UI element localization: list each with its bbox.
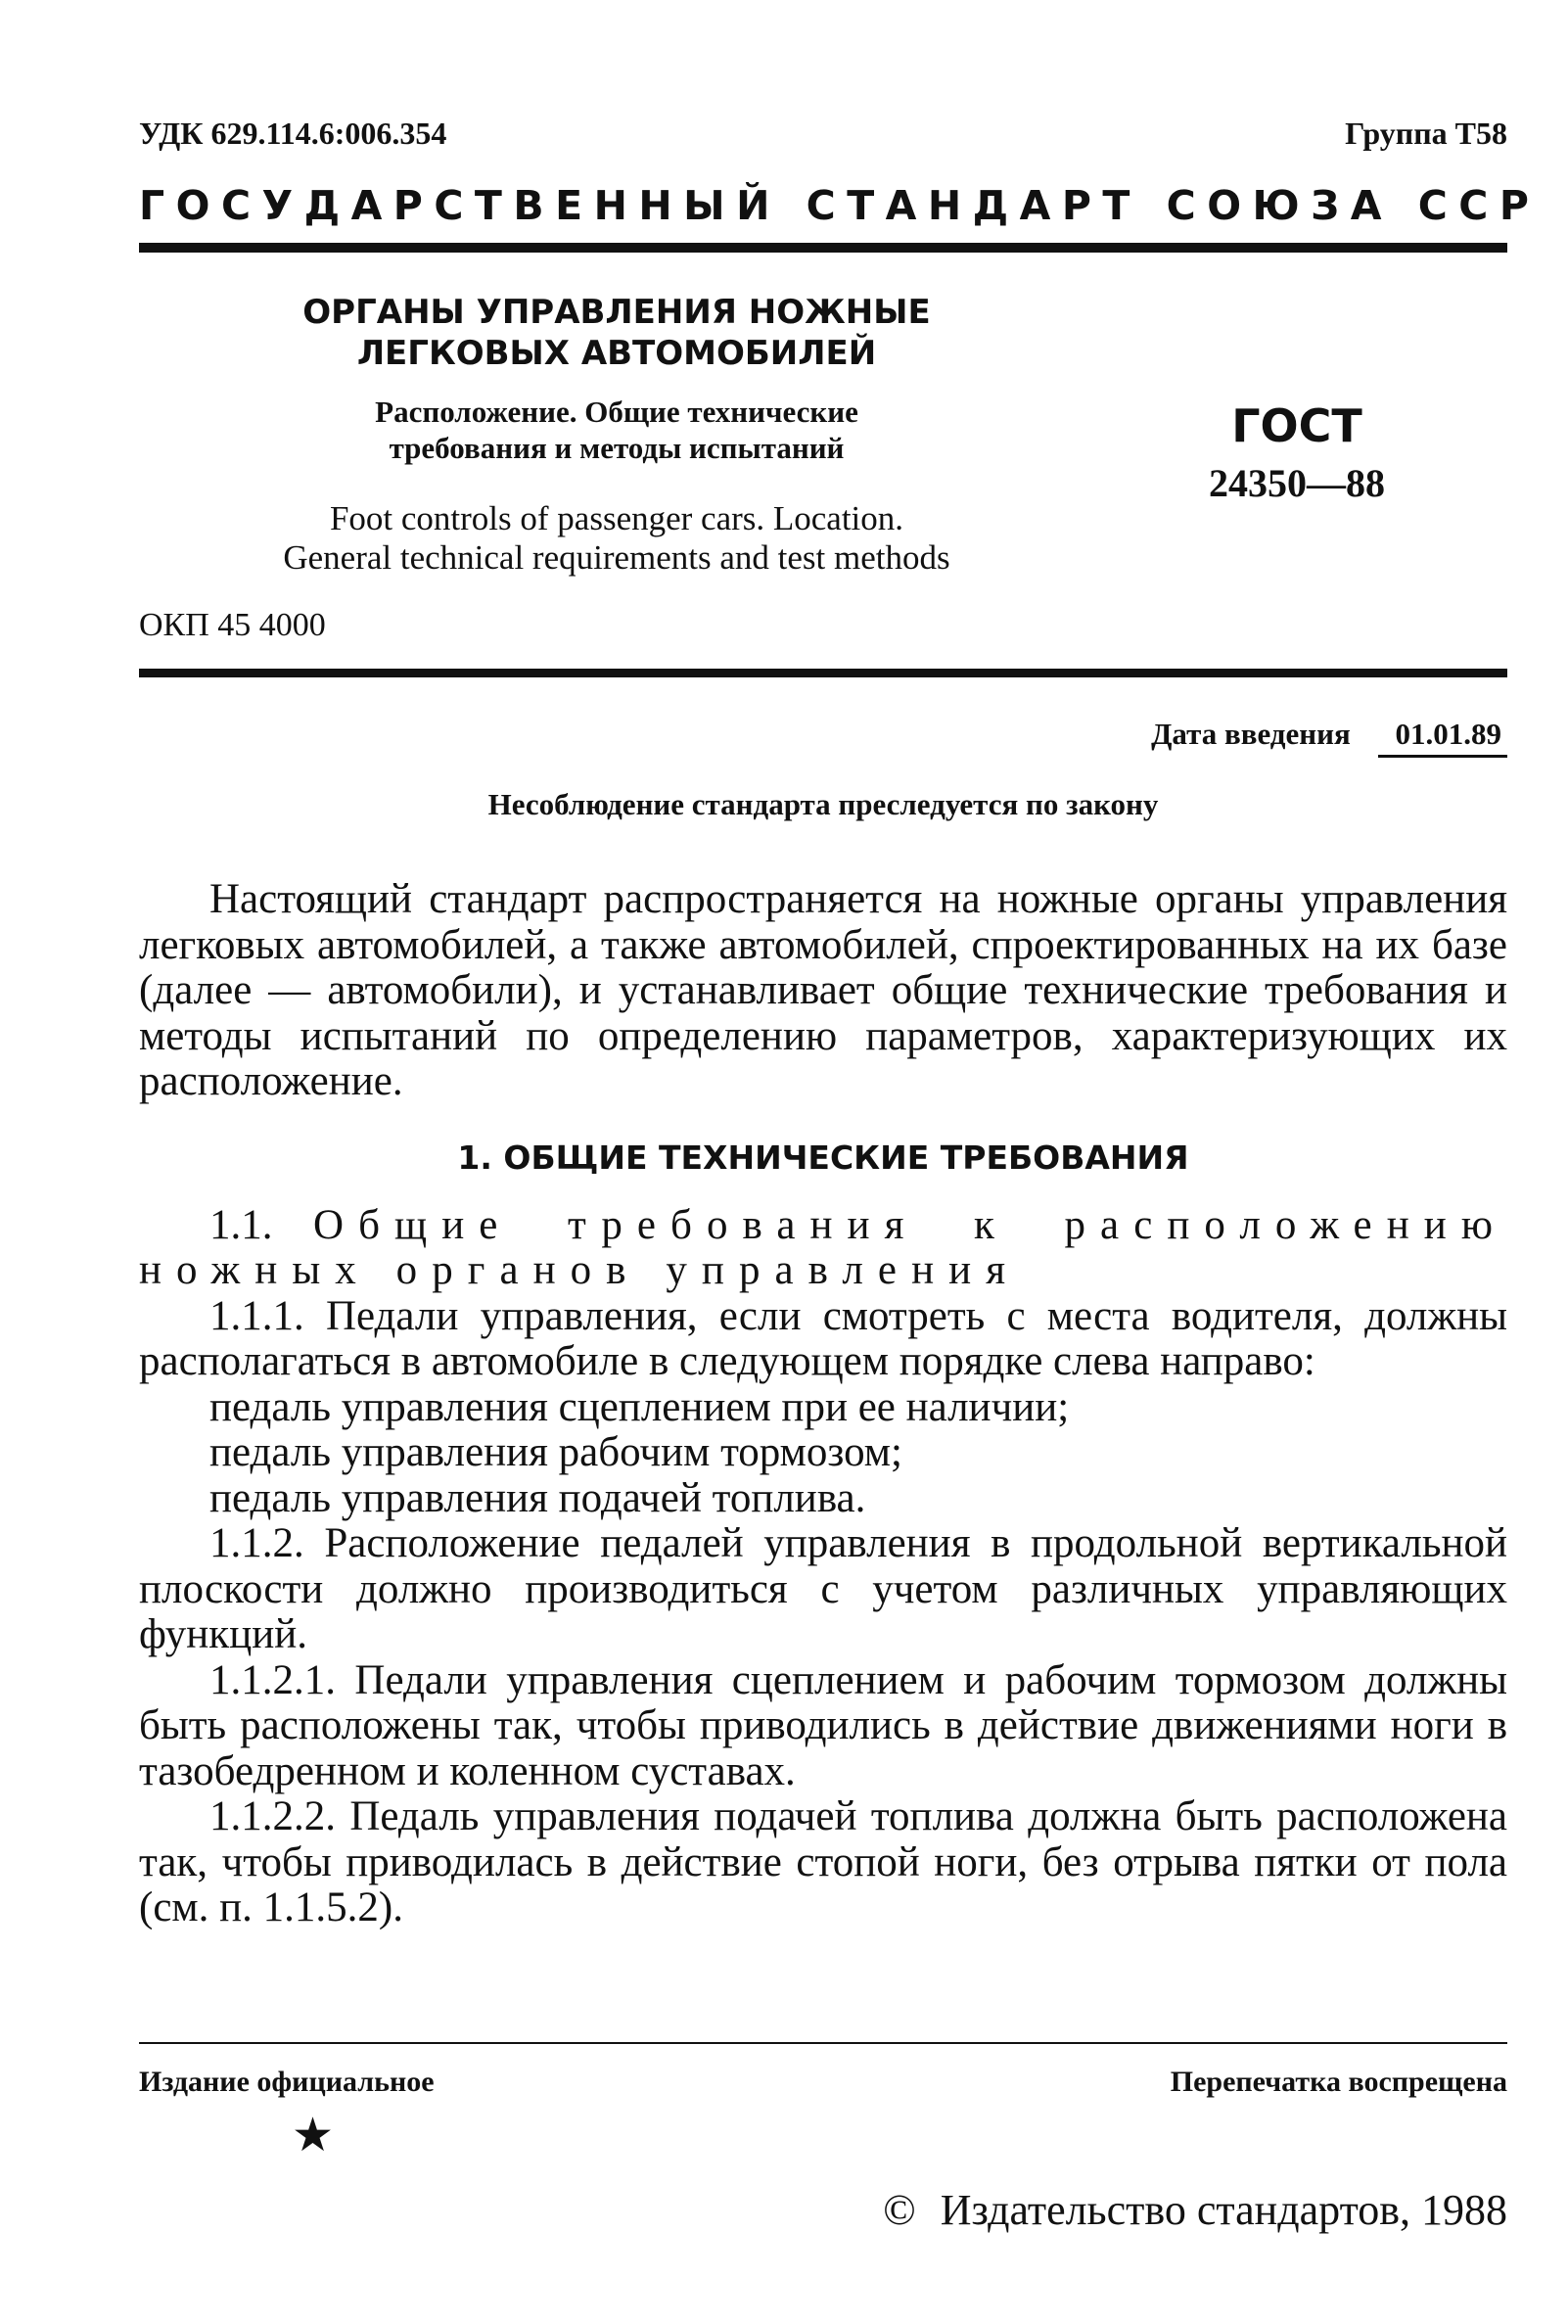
copyright-icon: © [883,2186,916,2234]
clause-1-1-2-1: 1.1.2.1. Педали управления сцеплением и рабочим тормозом должны быть расположены так, чтобы приводились в действие движениями ноги в тазобедренном и коленном суставах. [139,1656,1507,1794]
star-icon: ★ [292,2110,335,2161]
group-code: Группа Т58 [1345,116,1507,151]
copyright-text: Издательство стандартов, 1988 [940,2186,1507,2234]
date-value: 01.01.89 [1378,717,1508,758]
header-thick-rule [139,243,1507,253]
law-notice: Несоблюдение стандарта преследуется по закону [487,787,1159,821]
state-standard-banner: ГОСУДАРСТВЕННЫЙ СТАНДАРТ СОЮЗА ССР [139,182,1541,229]
udk-code: УДК 629.114.6:006.354 [139,116,447,151]
copyright-line [883,2185,1507,2235]
clause-1-1-2-2: 1.1.2.2. Педаль управления подачей топлива должна быть расположена так, чтобы приводилась в действие стопой ноги, без отрыва пятки от пола (см. п. 1.1.5.2). [139,1793,1507,1930]
subtitle-line-2: требования и методы испытаний [389,431,845,465]
clause-1-1-number: 1.1. [209,1201,273,1248]
english-title-line-1: Foot controls of passenger cars. Location. [329,499,904,537]
subtitle-line-1: Расположение. Общие технические [375,395,858,429]
date-label: Дата введения [1151,717,1351,751]
list-item: педаль управления подачей топлива. [209,1474,866,1521]
title-thick-rule [139,669,1507,677]
title-line-1: ОРГАНЫ УПРАВЛЕНИЯ НОЖНЫЕ [302,293,931,332]
document-title [225,292,1008,374]
gost-label: ГОСТ [1231,399,1362,452]
reprint-prohibited: Перепечатка воспрещена [1170,2066,1507,2098]
gost-number: 24350—88 [1209,461,1385,505]
english-title-line-2: General technical requirements and test methods [283,538,950,577]
title-line-2: ЛЕГКОВЫХ АВТОМОБИЛЕЙ [356,334,877,373]
document-subtitle [225,394,1008,466]
document-body [139,877,1507,1931]
list-item: педаль управления сцеплением при ее наличии; [209,1383,1070,1430]
list-item: педаль управления рабочим тормозом; [209,1429,902,1475]
clause-1-1-2: 1.1.2. Расположение педалей управления в продольной вертикальной плоскости должно производиться с учетом различных управляющих функций. [139,1520,1507,1657]
section-1-heading: 1. ОБЩИЕ ТЕХНИЧЕСКИЕ ТРЕБОВАНИЯ [457,1138,1189,1177]
okp-code: ОКП 45 4000 [139,607,326,643]
clause-1-1-1: 1.1.1. Педали управления, если смотреть с места водителя, должны располагаться в автомобиле в следующем порядке слева направо: [139,1292,1507,1384]
english-title [147,499,1086,578]
footer-rule [139,2042,1507,2044]
scope-paragraph: Настоящий стандарт распространяется на ножные органы управления легковых автомобилей, а также автомобилей, спроектированных на их базе (далее — автомобили), и устанавливает общие технические требования и методы испытаний по определению параметров, характеризующих их расположение. [139,876,1507,1104]
introduction-date [1151,717,1507,758]
clause-1-1-title: Общие требования к расположению ножных органов управления [139,1201,1507,1293]
clause-1-1 [139,1203,1507,1294]
official-edition: Издание официальное [139,2066,435,2098]
pedal-order-list [139,1385,1507,1522]
